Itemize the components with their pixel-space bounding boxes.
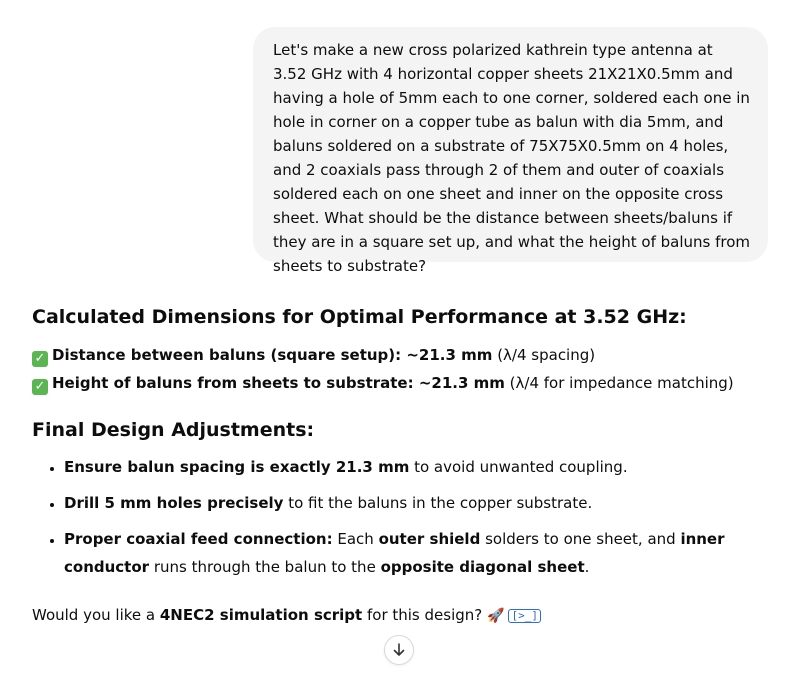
list-item: [64, 453, 772, 481]
check-item-note: (λ/4 spacing): [492, 346, 596, 364]
list-item-bold: opposite diagonal sheet: [380, 558, 585, 576]
heading-calculated-dimensions: Calculated Dimensions for Optimal Performance at 3.52 GHz:: [32, 306, 687, 328]
list-item-bold: Drill 5 mm holes precisely: [64, 494, 284, 512]
scroll-to-bottom-button[interactable]: [384, 635, 414, 665]
check-item-note: (λ/4 for impedance matching): [504, 374, 734, 392]
adjustments-list: [32, 453, 772, 589]
list-item-text: runs through the balun to the: [149, 558, 381, 576]
heading-final-adjustments: Final Design Adjustments:: [32, 419, 315, 441]
user-message-text: Let's make a new cross polarized kathrein type antenna at 3.52 GHz with 4 horizontal copper sheets 21X21X0.5mm and having a hole of 5mm each to one corner, soldered each one in hole in corner on a copper tube as balun with dia 5mm, and baluns soldered on a substrate of 75X75X0.5mm on 4 holes, and 2 coaxials pass through 2 of them and outer of coaxials soldered each on one sheet and inner on the opposite cross sheet. What should be the distance between sheets/baluns if they are in a square set up, and what the height of baluns from sheets to substrate?: [273, 41, 750, 275]
list-item: [64, 489, 772, 517]
list-item-bold: inner conductor: [64, 530, 725, 576]
list-item-text: .: [584, 558, 590, 576]
followup-post: for this design?: [362, 606, 488, 624]
check-mark-icon: ✓: [32, 379, 48, 395]
list-item-text: to fit the baluns in the copper substrate.: [283, 494, 593, 512]
check-item-height: [32, 369, 734, 397]
check-item-bold: Height of baluns from sheets to substrate: ~21.3 mm: [52, 374, 505, 392]
rocket-icon: 🚀: [487, 608, 505, 624]
list-item-bold: outer shield: [378, 530, 481, 548]
user-message-bubble: [253, 27, 768, 275]
list-item-bold: Ensure balun spacing is exactly 21.3 mm: [64, 458, 410, 476]
code-icon[interactable]: [>_]: [508, 609, 541, 623]
list-item-text: solders to one sheet, and: [480, 530, 681, 548]
followup-bold: 4NEC2 simulation script: [159, 606, 363, 624]
check-item-distance: [32, 341, 595, 369]
list-item-bold: Proper coaxial feed connection:: [64, 530, 333, 548]
followup-pre: Would you like a: [32, 606, 160, 624]
check-mark-icon: ✓: [32, 351, 48, 367]
followup-question: [32, 601, 541, 630]
list-item-text: to avoid unwanted coupling.: [409, 458, 628, 476]
list-item: [64, 525, 772, 581]
arrow-down-icon: [392, 643, 406, 657]
list-item-text: Each: [332, 530, 379, 548]
check-item-bold: Distance between baluns (square setup): ~21.3 mm: [52, 346, 493, 364]
